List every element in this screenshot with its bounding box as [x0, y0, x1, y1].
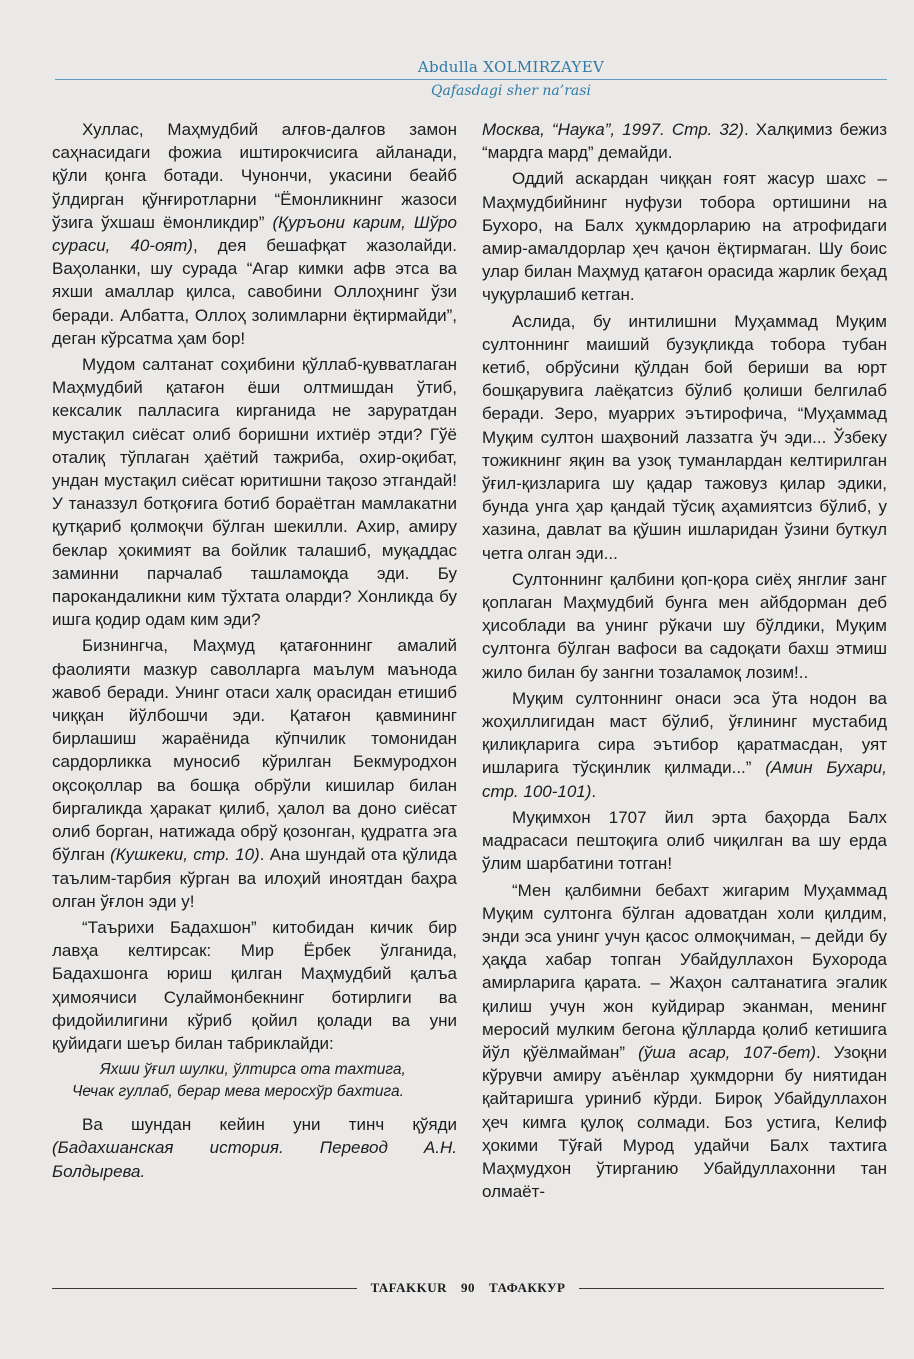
paragraph-text: “Мен қалбимни бебахт жигарим Муҳаммад Муқим султонга бўлган адоватдан холи қилдим, энди эса унинг учун қасос олмоқчиман, – дейди бу ҳақда хабар топган Убайдуллахон Бухорода амирларига қарата. – Жаҳон салтанатига эгалик қилиш учун жон куйдирар эканман, менинг меросий мулким бегона қўлларда қолиб кетишига йўл қўёлмайман”	[482, 880, 887, 1062]
article-title: Qafasdagi sher na’rasi	[431, 83, 591, 99]
right-column	[482, 118, 887, 1206]
citation: (Кушкеки, стр. 10)	[110, 845, 260, 865]
paragraph-text: Бизнингча, Маҳмуд қатағоннинг амалий фаолияти мазкур саволларга маълум маънода жавоб беради. Унинг отаси халқ орасидан етишиб чиққан йўлбошчи эди. Қатағон қавмининг бирлашиш жараёнида кўпчилик томонидан сардорликка муносиб кўрилган Бекмуродхон оқсоқоллар ва бошқа обрўли кишилар билан биргаликда ҳаракат қилиб, ҳалол ва доно сиёсат олиб борган, натижада обрў қозонган, қудратга эга бўлган	[52, 636, 457, 865]
paragraph	[482, 687, 887, 803]
author-name: Abdulla XOLMIRZAYEV	[417, 58, 605, 76]
paragraph-text: Хуллас, Маҳмудбий алғов-далғов замон саҳнасидаги фожиа иштирокчисига айланади, қўли қонга ботади. Чунончи, укасини беайб ўлдирган қўнғиротларни “Ёмонликнинг жазоси ўзига ўхшаш ёмонликдир”	[52, 120, 457, 232]
paragraph: Муқимхон 1707 йил эрта баҳорда Балх мадрасаси пештоқига олиб чиқилган ва шу ерда ўлим шарбатини тотган!	[482, 807, 887, 874]
verse	[52, 1059, 457, 1103]
footer-magazine-latin: TAFAKKUR	[370, 1280, 448, 1295]
paragraph-text: . Ана шундай ота қўлида таълим-тарбия кўрган ва илоҳий иноятдан баҳра олган ўғлон эди у!	[52, 845, 457, 911]
paragraph: “Таърихи Бадахшон” китобидан кичик бир лавҳа келтирсак: Мир Ёрбек ўлганида, Бадахшонга юриш қилган Маҳмудбий қалъа ҳимоячиси Сулаймонбекнинг ботирлиги ва фидойилигини кўриб қойил қолади ва уни қуйидаги шеър билан табриклайди:	[52, 917, 457, 1053]
paragraph-text: Муқим султоннинг онаси эса ўта нодон ва жоҳиллигидан маст бўлиб, ўғлининг мустабид қилиқларига сира эътибор қаратмасдан, уят ишларига тўсқинлик қилмади...”	[482, 688, 887, 778]
citation: (Бадахшанская история. Перевод А.Н. Болдырева.	[52, 1138, 457, 1181]
paragraph-text: Ва шундан кейин уни тинч қўяди	[82, 1115, 457, 1135]
paragraph: Мудом салтанат соҳибини қўллаб-қувватлаган Маҳмудбий қатағон ёши олтмишдан ўтиб, кексалик палласига кирганида не заруратдан мустақил сиёсат олиб боришни ихтиёр этди? Гўё оталиқ тўплаган ҳаётий тажриба, охир-оқибат, ундан мустақил сиёсат юритишни тақозо этгандай! У таназзул ботқоғига ботиб бораётган мамлакатни қутқариб қолмоқчи бўлган шекилли. Ахир, амиру беклар ҳокимият ва бойлик талашиб, муқаддас заминни парчалаб ташламоқда эди. Бу парокандаликни ким тўхтата оларди? Хонликда бу ишга қодир одам ким эди?	[52, 355, 457, 630]
left-column	[52, 118, 457, 1186]
footer-magazine-cyrillic: ТАФАККУР	[489, 1280, 566, 1295]
header-rule	[55, 79, 887, 80]
paragraph-text: , дея бешафқат жазолайди. Ваҳоланки, шу сурада “Агар кимки афв этса ва яхши амаллар қилса, савобини Оллоҳнинг ўзи беради. Албатта, Оллоҳ золимларни ёқтирмайди”, деган кўрсатма ҳам бор!	[52, 236, 457, 348]
verse-line: Чечак гуллаб, берар мева меросхўр бахтига.	[72, 1083, 404, 1101]
page-number: 90	[461, 1280, 476, 1295]
paragraph: Аслида, бу интилишни Муҳаммад Муқим султоннинг маиший бузуқликда тобора тубан кетиб, обрўсини қўлдан бой бериши ва юрт бошқарувига лаёқатсиз бўлиб қолиши белгилаб беради. Зеро, муаррих эътирофича, “Муҳаммад Муқим султон шаҳвоний лаззатга ўч эди... Ўзбеку тожикнинг яқин ва узоқ туманлардан келтирилган ўғил-қизларига шу қадар тажовуз қилар эдики, бунда унга ҳар қандай тўсиқ аҳамиятсиз бўлиб, у хазина, давлат ва қўшин ишларидан ўзини буткул четга олган эди...	[482, 311, 887, 563]
citation: (Қуръони карим, Шўро сураси, 40-оят)	[52, 212, 457, 256]
paragraph-text: . Халқимиз бежиз “мардга мард” демайди.	[482, 120, 887, 163]
paragraph	[482, 118, 887, 164]
citation: (ўша асар, 107-бет)	[638, 1042, 817, 1062]
paragraph	[482, 879, 887, 1204]
footer-rule-right	[579, 1288, 884, 1289]
paragraph	[52, 118, 457, 350]
paragraph-text: . Узоқни кўрувчи амиру аъёнлар ҳукмдорни бу ниятидан қайтаришга уриниб кўрди. Бироқ Убайдуллахон ҳеч кимга қулоқ солмади. Боз устига, Келиф ҳокими Тўғай Мурод удайчи Балх тахтига Маҳмудхон ўтирганию Убайдуллахонни тан олмаёт-	[482, 1042, 887, 1202]
page-footer	[52, 1280, 884, 1296]
running-header	[55, 58, 887, 99]
paragraph-text: .	[591, 781, 597, 801]
paragraph	[52, 634, 457, 912]
citation: Москва, “Наука”, 1997. Стр. 32)	[482, 120, 744, 139]
citation: (Амин Бухари, стр. 100-101)	[482, 758, 887, 801]
paragraph: Оддий аскардан чиққан ғоят жасур шахс – Маҳмудбийнинг нуфузи тобора ортишини на Бухоро, на Балх ҳукмдорларию на атрофидаги амир-амалдорлар ҳеч қачон ёқтирмаган. Шу боис улар билан Маҳмуд қатағон орасида жарлик беҳад чуқурлашиб кетган.	[482, 169, 887, 305]
paragraph	[52, 1113, 457, 1183]
footer-rule-left	[52, 1288, 357, 1289]
verse-line: Яхши ўғил шулки, ўлтирса ота тахтига,	[100, 1061, 406, 1079]
paragraph: Султоннинг қалбини қоп-қора сиёҳ янглиғ занг қоплаган Маҳмудбий бунга мен айбдорман деб ҳисоблади ва унинг рўкачи шу бўлдики, Муқим султонга бўлган вафоси ва садоқати бахш этмиш жило билан бу зангни тозаламоқ лозим!..	[482, 569, 887, 682]
